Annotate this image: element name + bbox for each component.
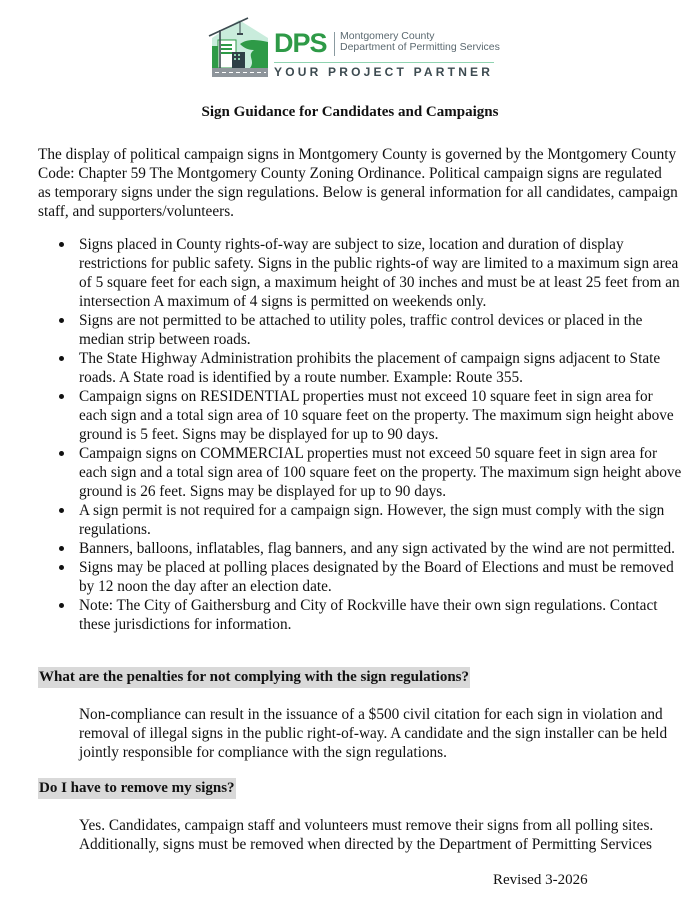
faq-answer-penalties: Non-compliance can result in the issuance of a $500 civil citation for each sign in violation and removal of illegal signs in the public right-of-way. A candidate and the sign installer can be held jointly responsible for compliance with the sign regulations. bbox=[79, 706, 668, 761]
list-item-text: Campaign signs on RESIDENTIAL properties must not exceed 10 square feet in sign area for each sign and a total sign area of 10 square feet on the property. The maximum sign height above ground is 5 feet. Signs may be displayed for up to 90 days. bbox=[79, 388, 674, 443]
list-item-text: Note: The City of Gaithersburg and City of Rockville have their own sign regulations. Contact these jurisdictions for information. bbox=[79, 597, 658, 633]
list-item-text: Banners, balloons, inflatables, flag banners, and any sign activated by the wind are not permitted. bbox=[79, 540, 675, 557]
bullet-icon bbox=[59, 356, 64, 361]
list-item bbox=[38, 596, 683, 634]
list-item-text: Signs placed in County rights-of-way are subject to size, location and duration of display restrictions for public safety. Signs in the public rights-of way are limited to a maximum sign area of 5 square feet for each sign, a maximum height of 30 inches and must be at least 25 feet from an intersection A maximum of 4 signs is permitted on weekends only. bbox=[79, 236, 680, 310]
list-item-text: Campaign signs on COMMERCIAL properties must not exceed 50 square feet in sign area for each sign and a total sign area of 100 square feet on the property. The maximum sign height above ground is 26 feet. Signs may be displayed for up to 90 days. bbox=[79, 445, 682, 500]
bullet-icon bbox=[59, 394, 64, 399]
bullet-icon bbox=[59, 603, 64, 608]
intro-paragraph: The display of political campaign signs in Montgomery County is governed by the Montgomery County Code: Chapter 59 The Montgomery County Zoning Ordinance. Political campaign signs are regulated as temporary signs under the sign regulations. Below is general information for all candidates, campaign staff, and supporters/volunteers. bbox=[38, 146, 678, 220]
list-item bbox=[38, 444, 683, 501]
bullet-icon bbox=[59, 451, 64, 456]
list-item-text: A sign permit is not required for a campaign sign. However, the sign must comply with the sign regulations. bbox=[79, 502, 665, 538]
logo-rule bbox=[274, 62, 494, 63]
faq-heading-removal: Do I have to remove my signs? bbox=[38, 778, 236, 799]
house-crane-icon bbox=[206, 16, 272, 80]
list-item-text: Signs may be placed at polling places designated by the Board of Elections and must be removed by 12 noon the day after an election date. bbox=[79, 559, 674, 595]
list-item bbox=[38, 539, 683, 558]
bullet-icon bbox=[59, 546, 64, 551]
dps-logo bbox=[206, 16, 500, 80]
list-item bbox=[38, 235, 683, 311]
list-item bbox=[38, 558, 683, 596]
logo-org-line1: Montgomery County bbox=[340, 30, 435, 42]
logo-acronym: DPS bbox=[274, 28, 327, 58]
logo-org-line2: Department of Permitting Services bbox=[340, 41, 500, 53]
guidance-list bbox=[38, 235, 683, 634]
list-item bbox=[38, 387, 683, 444]
list-item bbox=[38, 501, 683, 539]
bullet-icon bbox=[59, 508, 64, 513]
list-item-text: The State Highway Administration prohibits the placement of campaign signs adjacent to State roads. A State road is identified by a route number. Example: Route 355. bbox=[79, 350, 661, 386]
bullet-icon bbox=[59, 242, 64, 247]
list-item bbox=[38, 311, 683, 349]
list-item bbox=[38, 349, 683, 387]
bullet-icon bbox=[59, 565, 64, 570]
logo-divider bbox=[334, 32, 335, 56]
document-title: Sign Guidance for Candidates and Campaigns bbox=[201, 104, 499, 120]
logo-tagline: YOUR PROJECT PARTNER bbox=[274, 65, 494, 79]
faq-answer-removal: Yes. Candidates, campaign staff and volunteers must remove their signs from all polling sites. Additionally, signs must be removed when directed by the Department of Permitting Services bbox=[79, 817, 654, 853]
logo-org-name bbox=[340, 31, 500, 53]
faq-heading-penalties: What are the penalties for not complying with the sign regulations? bbox=[38, 667, 470, 688]
list-item-text: Signs are not permitted to be attached to utility poles, traffic control devices or placed in the median strip between roads. bbox=[79, 312, 643, 348]
bullet-icon bbox=[59, 318, 64, 323]
revision-date: Revised 3-2026 bbox=[493, 872, 588, 888]
